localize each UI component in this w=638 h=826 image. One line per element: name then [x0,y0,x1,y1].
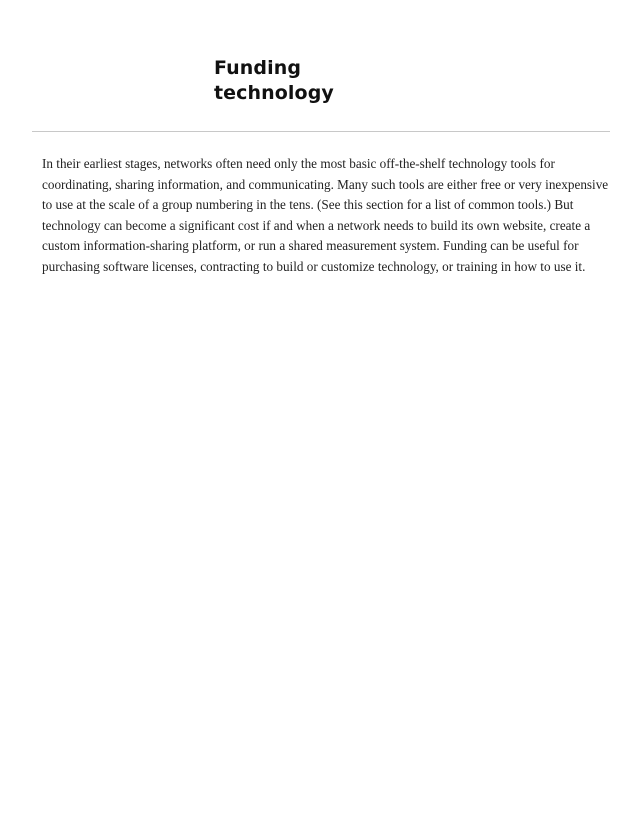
section-title [214,56,514,106]
horizontal-divider [32,131,610,132]
section-title-line-2: technology [214,82,334,104]
section-title-line-1: Funding [214,57,302,79]
body-paragraph: In their earliest stages, networks often need only the most basic off-the-shelf technology tools for coordinating, sharing information, and communicating. Many such tools are either free or very inexpensive to use at the scale of a group numbering in the tens. (See this section for a list of common tools.) But technology can become a significant cost if and when a network needs to build its own website, create a custom information-sharing platform, or run a shared measurement system. Funding can be useful for purchasing software licenses, contracting to build or customize technology, or training in how to use it. [42,156,609,274]
